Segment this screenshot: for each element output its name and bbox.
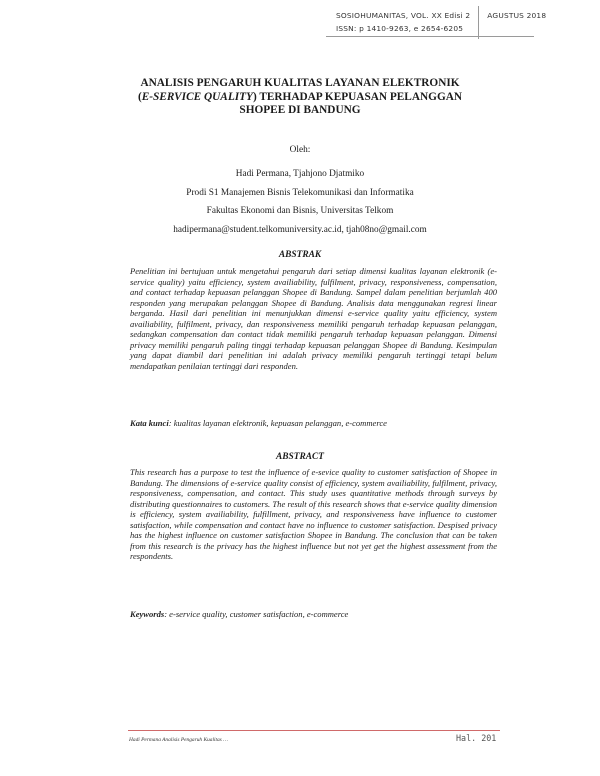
author-program: Prodi S1 Manajemen Bisnis Telekomunikasi dan Informatika <box>186 187 414 198</box>
abstract-body: This research has a purpose to test the influence of e-sevice quality to customer satisfaction of Shopee in Bandung. The dimensions of e-service quality consist of efficiency, system availiability, fulfilment, privacy, responsiveness, compensation, and contact. This study uses quantitative methods through surveys by distributing questionnaires to customers. The result of this research shows that e-service quality dimension is efficiency, system availiability, fulfillment, privacy, and responsiveness have influence to customer satisfaction, while compensation and contact have no influence to customer satisfaction. Despised privacy has the highest influence on customer satisfaction Shopee in Bandung. The conclusion that can be taken from this research is the privacy has the highest influence but not yet get the highest assessment from the respondents. <box>130 467 497 562</box>
title-line-1: ANALISIS PENGARUH KUALITAS LAYANAN ELEKTRONIK <box>140 77 460 89</box>
journal-info <box>326 6 478 39</box>
keywords-values: : e-service quality, customer satisfaction, e-commerce <box>164 609 349 619</box>
paper-title <box>60 77 540 118</box>
abstrak-keywords <box>130 418 497 429</box>
page-number: Hal. 201 <box>456 733 497 743</box>
keywords-label: Keywords <box>130 609 165 619</box>
title-italic-term: E-SERVICE QUALITY <box>141 90 253 103</box>
author-names: Hadi Permana, Tjahjono Djatmiko <box>235 169 365 179</box>
abstrak-body: Penelitian ini bertujuan untuk mengetahui pengaruh dari setiap dimensi kualitas layanan elektronik (e-service quality) yaitu efficiency, system availiability, fulfilment, privacy, responsiveness, compensation, and contact terhadap kepuasan pelanggan Shopee di Bandung. Sampel dalam penelitian berjumlah 400 responden yang merupakan pelanggan Shopee di Bandung. Analisis data menggunakan regresi linear berganda. Hasil dari penelitian ini menunjukkan dimensi e-service quality yaitu efficiency, system availiability, fulfilment, privacy, dan responsiveness memiliki pengaruh terhadap kepuasan pelanggan, sedangkan compensation dan contact tidak memiliki pengaruh terhadap kepuasan pelanggan. Dimensi privacy memiliki pengaruh paling tinggi terhadap kepuasan pelanggan Shopee di Bandung. Kesimpulan yang dapat diambil dari penelitian ini adalah privacy memiliki pengaruh tertinggi tetapi belum mendapatkan penilaian tertinggi dari responden. <box>130 266 497 371</box>
title-paren-open: ( <box>137 90 142 103</box>
author-block <box>60 144 540 242</box>
by-label: Oleh: <box>289 145 311 155</box>
title-line-2 <box>60 91 540 105</box>
journal-issue-date: AGUSTUS 2018 <box>478 6 554 39</box>
author-faculty: Fakultas Ekonomi dan Bisnis, Universitas Telkom <box>206 206 394 216</box>
author-emails: hadipermana@student.telkomuniversity.ac.id, tjah08no@gmail.com <box>173 224 427 235</box>
journal-volume: SOSIOHUMANITAS, VOL. XX Edisi 2 <box>336 11 471 20</box>
kata-kunci-label: Kata kunci <box>130 418 169 428</box>
footer-rule <box>128 730 500 731</box>
title-line-2-rest: ) TERHADAP KEPUASAN PELANGGAN <box>252 90 463 103</box>
abstract-heading: ABSTRACT <box>276 452 324 462</box>
title-line-3: SHOPEE DI BANDUNG <box>239 104 361 116</box>
journal-header <box>326 6 554 39</box>
abstrak-heading: ABSTRAK <box>278 250 322 260</box>
kata-kunci-values: : kualitas layanan elektronik, kepuasan pelanggan, e-commerce <box>168 418 387 428</box>
abstract-keywords <box>130 609 497 620</box>
footer-running-title: Hadi Permana Analisis Pengaruh Kualitas … <box>129 737 228 743</box>
journal-header-rule <box>326 36 534 37</box>
journal-issn: ISSN: p 1410-9263, e 2654-6205 <box>336 24 464 33</box>
